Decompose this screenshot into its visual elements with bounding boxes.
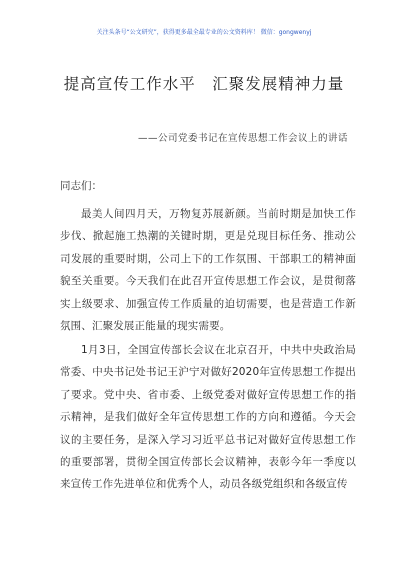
document-subtitle: ——公司党委书记在宣传思想工作会议上的讲话 [137, 133, 348, 144]
body-paragraph-1: 最美人间四月天，万物复苏展新颜。当前时期是加快工作步伐、掀起施工热潮的关键时期，更是兑现目标任务、推动公司发展的重要时期，公司上下的工作氛围、干部职工的精神面貌至关重要。今天我们在此召开宣传思想工作会议，是贯彻落实上级要求、加强宣传工作质量的迫切需要，也是营造工作新氛围、汇聚发展正能量的现实需要。 [60, 208, 356, 333]
body-paragraph-2: 1月3日，全国宣传部长会议在北京召开，中共中央政治局常委、中央书记处书记王沪宁对做好2020年宣传思想工作提出了要求。党中央、省市委、上级党委对做好宣传思想工作的指示精神，是我们做好全年宣传思想工作的方向和遵循。今天会议的主要任务，是深入学习习近平总书记对做好宣传思想工作的重要部署，贯彻全国宣传部长会议精神，表彰今年一季度以来宣传工作先进单位和优秀个人，动员各级党组织和各级宣传 [60, 344, 356, 491]
salutation: 同志们： [60, 180, 102, 192]
document-title: 提高宣传工作水平 汇聚发展精神力量 [63, 75, 345, 93]
header-promo-note: 关注头条号“公文研究”，获得更多最全最专业的公文资料库！ 微信：gongwenyj [96, 29, 312, 36]
